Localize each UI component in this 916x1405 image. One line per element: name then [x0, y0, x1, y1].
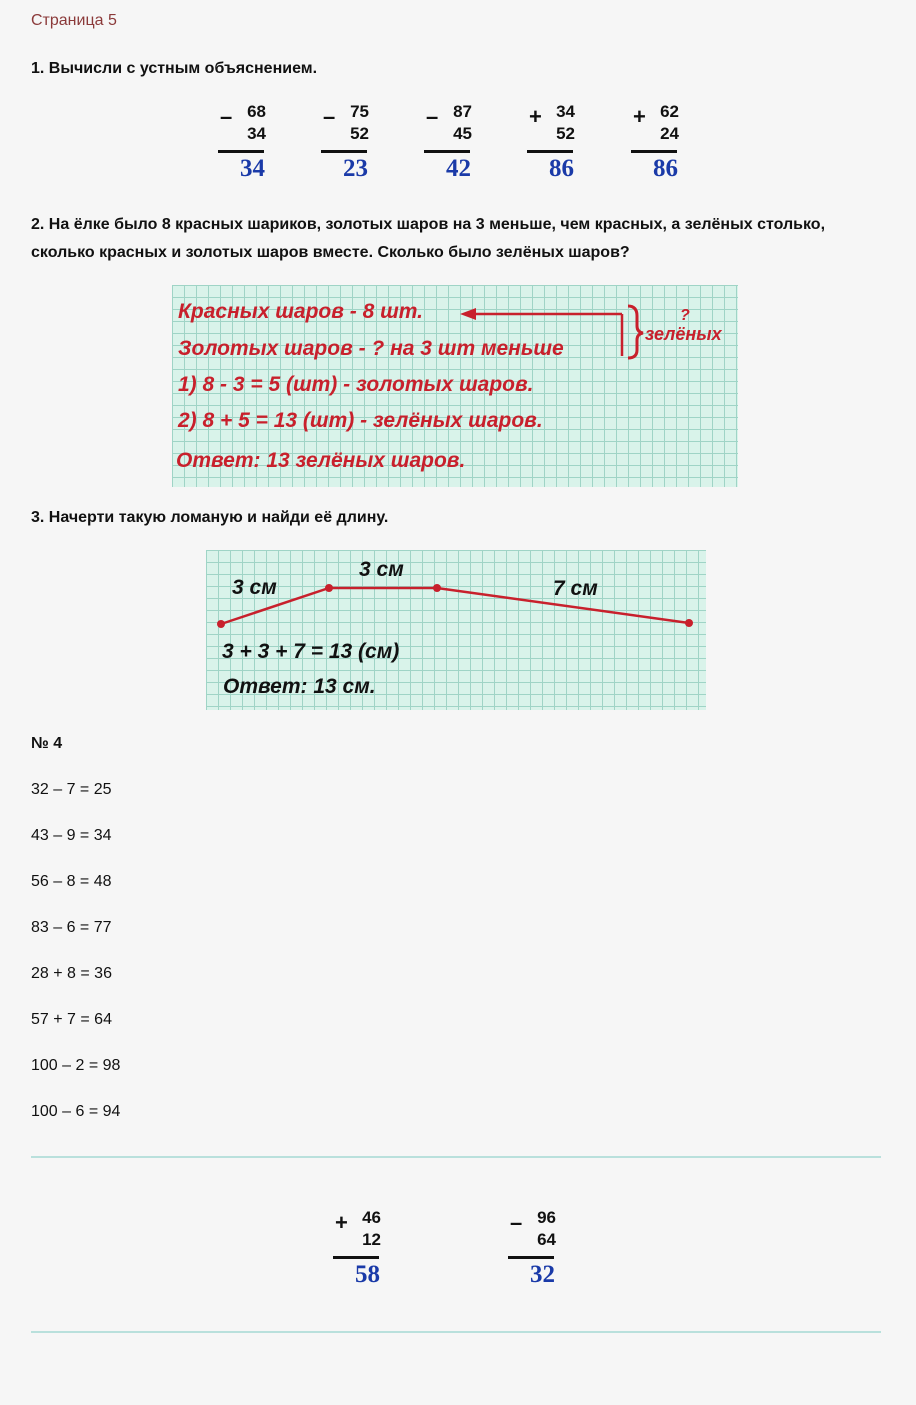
solution-line: 1) 8 - 3 = 5 (шт) - золотых шаров.: [178, 373, 534, 396]
operand-top: 96: [537, 1208, 556, 1227]
segment-label: 3 см: [359, 558, 404, 581]
operand-bottom: 64: [537, 1230, 556, 1249]
brace-icon: [628, 306, 643, 358]
operand-top: 34: [556, 102, 575, 121]
operand-top: 62: [660, 102, 679, 121]
task2-title: 2. На ёлке было 8 красных шариков, золотых шаров на 3 меньше, чем красных, а зелёных столько, сколько красных и золотых шаров вместе. Сколько было зелёных шаров?: [31, 216, 826, 261]
operand-top: 46: [362, 1208, 381, 1227]
operand-bottom: 12: [362, 1230, 381, 1249]
operand-bottom: 34: [247, 124, 266, 143]
equation: 57 + 7 = 64: [31, 1011, 112, 1028]
vertex-point: [685, 619, 693, 627]
answer-line: Ответ: 13 см.: [223, 675, 376, 698]
length-equation: 3 + 3 + 7 = 13 (см): [222, 640, 400, 663]
column-calc: [508, 1208, 578, 1298]
operand-bottom: 52: [556, 124, 575, 143]
answer-line: Ответ: 13 зелёных шаров.: [176, 449, 466, 472]
page-label: Страница 5: [31, 12, 117, 29]
solution-line: Золотых шаров - ? на 3 шт меньше: [178, 337, 564, 360]
result: 58: [355, 1261, 380, 1288]
result: 42: [446, 155, 471, 182]
result: 32: [530, 1261, 555, 1288]
operand-top: 87: [453, 102, 472, 121]
result-line: [508, 1256, 554, 1259]
operand-bottom: 52: [350, 124, 369, 143]
brace-label: зелёных: [645, 324, 722, 344]
result-line: [333, 1256, 379, 1259]
operator: –: [426, 104, 439, 129]
segment-label: 7 см: [553, 577, 598, 600]
operator: –: [323, 104, 336, 129]
equation: 100 – 6 = 94: [31, 1103, 121, 1120]
divider: [31, 1156, 881, 1158]
operand-bottom: 45: [453, 124, 472, 143]
solution-line: 2) 8 + 5 = 13 (шт) - зелёных шаров.: [178, 409, 543, 432]
operator: +: [529, 104, 542, 129]
task3-title: 3. Начерти такую ломаную и найди её длину.: [31, 509, 389, 526]
operand-bottom: 24: [660, 124, 679, 143]
task1-title: 1. Вычисли с устным объяснением.: [31, 60, 318, 77]
result: 86: [653, 155, 678, 182]
equation: 32 – 7 = 25: [31, 781, 112, 798]
operand-top: 75: [350, 102, 369, 121]
result: 23: [343, 155, 368, 182]
result: 86: [549, 155, 574, 182]
equation: 43 – 9 = 34: [31, 827, 112, 844]
operand-top: 68: [247, 102, 266, 121]
vertex-point: [325, 584, 333, 592]
divider: [31, 1331, 881, 1333]
equation: 100 – 2 = 98: [31, 1057, 121, 1074]
operator: +: [633, 104, 646, 129]
arrow-brace-diagram: [0, 0, 916, 500]
vertex-point: [433, 584, 441, 592]
broken-line: [221, 588, 689, 624]
operator: –: [220, 104, 233, 129]
arrow-head-icon: [460, 308, 476, 320]
column-calc: [333, 1208, 403, 1298]
brace-question: ?: [680, 307, 690, 324]
vertex-point: [217, 620, 225, 628]
solution-line: Красных шаров - 8 шт.: [178, 300, 423, 323]
equation: 28 + 8 = 36: [31, 965, 112, 982]
equation: 83 – 6 = 77: [31, 919, 112, 936]
task4-title: № 4: [31, 735, 63, 752]
equation: 56 – 8 = 48: [31, 873, 112, 890]
segment-label: 3 см: [232, 576, 277, 599]
operator: –: [510, 1210, 523, 1235]
operator: +: [335, 1210, 348, 1235]
result: 34: [240, 155, 265, 182]
